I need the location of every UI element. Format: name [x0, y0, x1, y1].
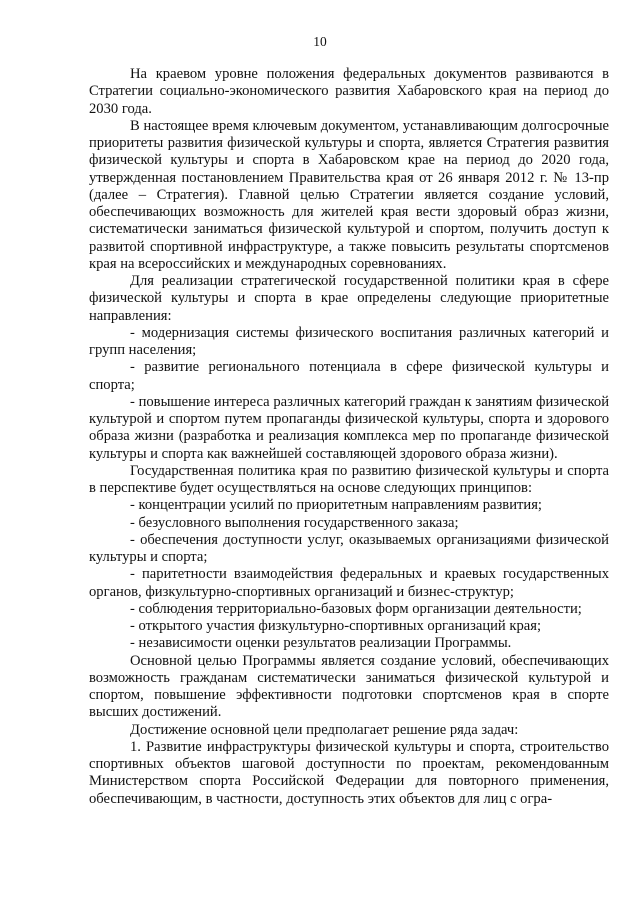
list-item-principle: - обеспечения доступности услуг, оказываемых организациями физической культуры и спорта; — [89, 531, 609, 565]
paragraph-principles-intro: Государственная политика края по развитию физической культуры и спорта в перспективе будет осуществляться на основе следующих принципов: — [89, 462, 609, 496]
list-item-principle: - паритетности взаимодействия федеральных и краевых государственных органов, физкультурно-спортивных организаций и бизнес-структур; — [89, 566, 609, 600]
paragraph-key-document: В настоящее время ключевым документом, устанавливающим долгосрочные приоритеты развития физической культуры и спорта, является Стратегия развития физической культуры и спорта в Хабаровском крае на период до 2020 года, утвержденная постановлением Правительства края от 26 января 2012 г. № 13-пр (далее – Стратегия). Главной целью Стратегии является создание условий, обеспечивающих возможность для жителей края вести здоровый образ жизни, систематически заниматься физической культурой и спортом, получить доступ к развитой спортивной инфраструктуре, а также повысить результаты спортсменов края на всероссийских и международных соревнованиях. — [89, 117, 609, 272]
document-body — [89, 66, 609, 808]
page-number: 10 — [313, 34, 327, 49]
paragraph-tasks-intro: Достижение основной цели предполагает решение ряда задач: — [130, 721, 519, 738]
list-item-principle: - соблюдения территориально-базовых форм организации деятельности; — [130, 600, 582, 617]
list-item-principle: - открытого участия физкультурно-спортивных организаций края; — [130, 618, 542, 634]
list-item-principle: - независимости оценки результатов реализации Программы. — [130, 635, 512, 652]
list-item-principle: - безусловного выполнения государственного заказа; — [130, 514, 459, 531]
list-item-priority: - модернизация системы физического воспитания различных категорий и групп населения; — [89, 324, 609, 358]
list-item-priority: - повышение интереса различных категорий граждан к занятиям физической культурой и спортом путем пропаганды физической культуры, спорта и здорового образа жизни (разработка и реализация комплекса мер по пропаганде физической культуры и спорта как важнейшей составляющей здорового образа жизни). — [89, 393, 609, 462]
paragraph-priority-directions-intro: Для реализации стратегической государственной политики края в сфере физической культуры и спорта в крае определены следующие приоритетные направления: — [89, 273, 609, 324]
list-item-priority: - развитие регионального потенциала в сфере физической культуры и спорта; — [89, 359, 609, 393]
paragraph-main-goal: Основной целью Программы является создание условий, обеспечивающих возможность гражданам систематически заниматься физической культурой и спортом, повышение эффективности подготовки спортсменов края в спорте высших достижений. — [89, 652, 609, 721]
list-item-task: 1. Развитие инфраструктуры физической культуры и спорта, строительство спортивных объектов шаговой доступности по проектам, рекомендованным Министерством спорта Российской Федерации для повторного применения, обеспечивающим, в частности, доступность этих объектов для лиц с огра- — [89, 738, 609, 807]
paragraph-regional-strategy: На краевом уровне положения федеральных документов развиваются в Стратегии социально-экономического развития Хабаровского края на период до 2030 года. — [89, 66, 609, 117]
list-item-principle: - концентрации усилий по приоритетным направлениям развития; — [130, 497, 542, 514]
